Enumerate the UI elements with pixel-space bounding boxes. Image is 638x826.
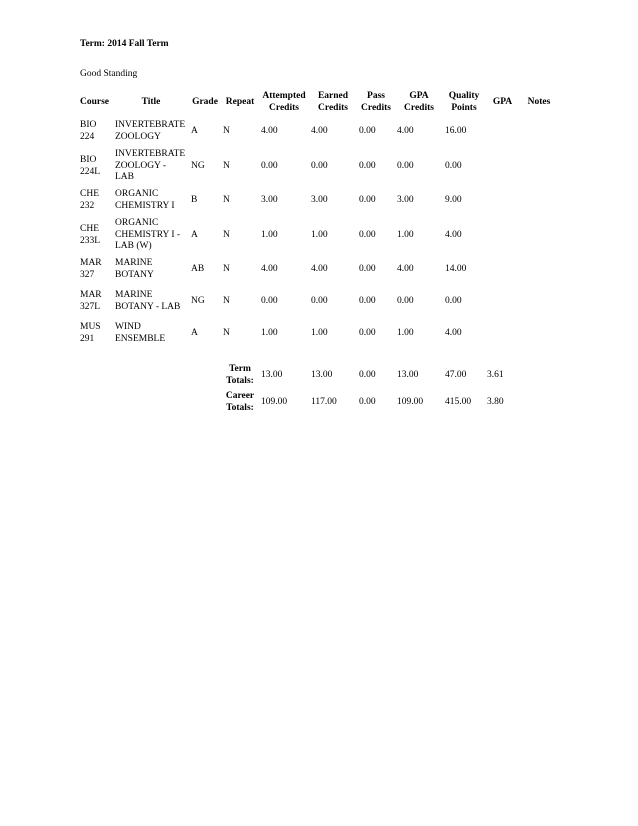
attempted-credits: 0.00: [261, 160, 278, 171]
gpa-credits: 0.00: [397, 296, 414, 307]
pass-credits: 0.00: [359, 195, 376, 206]
header-notes: Notes: [527, 97, 551, 108]
course-grade: A: [191, 328, 198, 339]
empty-cell: [520, 362, 558, 389]
header-line: Credits: [404, 103, 434, 113]
course-title: [113, 286, 189, 318]
attempted-credits: 4.00: [261, 126, 278, 137]
course-repeat: N: [223, 328, 230, 339]
header-repeat: Repeat: [225, 97, 255, 108]
header-line: Earned: [317, 91, 349, 102]
course-subject: BIO: [80, 120, 97, 131]
course-grade: B: [191, 195, 198, 206]
attempted-credits: 1.00: [261, 328, 278, 339]
course-code: [78, 185, 113, 217]
header-pass-credits: [357, 90, 395, 116]
title-line: CHEMISTRY I: [115, 201, 175, 211]
header-line: Pass: [367, 91, 385, 102]
pass-credits: 0.00: [359, 126, 376, 137]
course-grade: NG: [191, 160, 205, 171]
header-line: Credits: [269, 103, 299, 113]
course-number: 291: [80, 334, 95, 344]
course-grade: AB: [191, 264, 205, 275]
career-pass: 0.00: [359, 396, 376, 407]
table-row: [78, 254, 558, 286]
pass-credits: 0.00: [359, 296, 376, 307]
course-subject: BIO: [80, 154, 97, 165]
quality-points: 9.00: [445, 195, 462, 206]
earned-credits: 1.00: [311, 229, 328, 240]
course-title: [113, 185, 189, 217]
table-row: [78, 217, 558, 254]
term-totals-label: [221, 362, 259, 389]
gpa-cell: [485, 254, 520, 286]
course-number: 327L: [80, 302, 101, 312]
course-title: [113, 217, 189, 254]
earned-credits: 0.00: [311, 160, 328, 171]
table-row: [78, 185, 558, 217]
title-line: INVERTEBRATE: [115, 149, 186, 160]
title-line: MARINE: [115, 258, 153, 269]
course-repeat: N: [223, 160, 230, 171]
course-repeat: N: [223, 296, 230, 307]
empty-cell: [78, 389, 113, 416]
pass-credits: 0.00: [359, 328, 376, 339]
spacer-row: [78, 350, 558, 362]
quality-points: 4.00: [445, 328, 462, 339]
label-line: Term: [229, 363, 251, 374]
quality-points: 14.00: [445, 264, 467, 275]
course-grade: NG: [191, 296, 205, 307]
course-number: 232: [80, 201, 95, 211]
title-line: WIND: [115, 322, 141, 333]
term-quality-points: 47.00: [445, 369, 467, 380]
header-quality-points: [443, 90, 485, 116]
notes-cell: [520, 254, 558, 286]
label-line: Career: [225, 390, 255, 401]
title-line: BOTANY - LAB: [115, 302, 181, 312]
empty-cell: [189, 389, 221, 416]
title-line: BOTANY: [115, 270, 154, 280]
term-pass: 0.00: [359, 369, 376, 380]
attempted-credits: 1.00: [261, 229, 278, 240]
earned-credits: 0.00: [311, 296, 328, 307]
course-grades-table: [78, 90, 558, 416]
header-line: Points: [451, 103, 477, 113]
career-attempted: 109.00: [261, 396, 288, 407]
label-line: Totals:: [226, 375, 254, 386]
gpa-credits: 1.00: [397, 229, 414, 240]
header-line: GPA: [409, 91, 429, 102]
title-line: ZOOLOGY -: [115, 160, 167, 171]
title-line: ORGANIC: [115, 218, 159, 229]
career-totals-label: [221, 389, 259, 416]
course-subject: MAR: [80, 258, 102, 269]
gpa-cell: [485, 217, 520, 254]
course-code: [78, 148, 113, 185]
table-row: [78, 116, 558, 148]
earned-credits: 1.00: [311, 328, 328, 339]
quality-points: 16.00: [445, 126, 467, 137]
title-line: ORGANIC: [115, 189, 159, 200]
course-title: [113, 148, 189, 185]
course-title: [113, 318, 189, 350]
career-gpa-credits: 109.00: [397, 396, 424, 407]
title-line: ZOOLOGY: [115, 132, 161, 142]
header-line: Quality: [448, 91, 480, 102]
term-earned: 13.00: [311, 369, 333, 380]
gpa-cell: [485, 185, 520, 217]
course-grade: A: [191, 126, 198, 137]
career-quality-points: 415.00: [445, 396, 472, 407]
gpa-credits: 3.00: [397, 195, 414, 206]
course-code: [78, 254, 113, 286]
course-subject: MUS: [80, 322, 101, 333]
header-line: Credits: [361, 103, 391, 113]
course-code: [78, 286, 113, 318]
course-number: 224: [80, 132, 95, 142]
gpa-credits: 0.00: [397, 160, 414, 171]
gpa-cell: [485, 286, 520, 318]
course-repeat: N: [223, 195, 230, 206]
header-grade: Grade: [192, 97, 218, 108]
header-gpa: GPA: [492, 97, 513, 108]
course-number: 233L: [80, 235, 101, 246]
header-title: Title: [141, 97, 161, 108]
header-course: Course: [80, 97, 110, 108]
gpa-credits: 1.00: [397, 328, 414, 339]
notes-cell: [520, 286, 558, 318]
title-line: ENSEMBLE: [115, 334, 166, 344]
term-totals-row: [78, 362, 558, 389]
notes-cell: [520, 217, 558, 254]
header-gpa-credits: [395, 90, 443, 116]
quality-points: 0.00: [445, 160, 462, 171]
table-row: [78, 318, 558, 350]
course-subject: CHE: [80, 223, 99, 234]
pass-credits: 0.00: [359, 229, 376, 240]
attempted-credits: 0.00: [261, 296, 278, 307]
notes-cell: [520, 318, 558, 350]
course-title: [113, 116, 189, 148]
term-gpa-credits: 13.00: [397, 369, 419, 380]
table-header-row: [78, 90, 558, 116]
course-subject: CHE: [80, 189, 99, 200]
empty-cell: [113, 362, 189, 389]
career-earned: 117.00: [311, 396, 337, 407]
gpa-cell: [485, 148, 520, 185]
earned-credits: 4.00: [311, 126, 328, 137]
table-row: [78, 148, 558, 185]
course-number: 327: [80, 270, 95, 280]
course-repeat: N: [223, 126, 230, 137]
gpa-cell: [485, 318, 520, 350]
quality-points: 4.00: [445, 229, 462, 240]
header-attempted-credits: [259, 90, 309, 116]
label-line: Totals:: [226, 402, 254, 413]
header-line: Attempted: [262, 91, 306, 102]
pass-credits: 0.00: [359, 160, 376, 171]
notes-cell: [520, 116, 558, 148]
gpa-credits: 4.00: [397, 126, 414, 137]
pass-credits: 0.00: [359, 264, 376, 275]
empty-cell: [78, 362, 113, 389]
career-totals-row: [78, 389, 558, 416]
term-attempted: 13.00: [261, 369, 283, 380]
course-code: [78, 318, 113, 350]
course-title: [113, 254, 189, 286]
table-row: [78, 286, 558, 318]
term-heading: Term: 2014 Fall Term: [80, 39, 169, 49]
empty-cell: [520, 389, 558, 416]
title-line: LAB (W): [115, 241, 152, 252]
quality-points: 0.00: [445, 296, 462, 307]
empty-cell: [113, 389, 189, 416]
earned-credits: 4.00: [311, 264, 328, 275]
notes-cell: [520, 148, 558, 185]
earned-credits: 3.00: [311, 195, 328, 206]
attempted-credits: 4.00: [261, 264, 278, 275]
empty-cell: [189, 362, 221, 389]
academic-standing: Good Standing: [80, 69, 138, 79]
course-number: 224L: [80, 166, 101, 177]
header-earned-credits: [309, 90, 357, 116]
title-line: LAB: [115, 172, 134, 183]
career-gpa: 3.80: [487, 396, 504, 407]
title-line: INVERTEBRATE: [115, 120, 186, 131]
title-line: MARINE: [115, 290, 153, 301]
gpa-credits: 4.00: [397, 264, 414, 275]
course-grade: A: [191, 229, 198, 240]
notes-cell: [520, 185, 558, 217]
course-code: [78, 217, 113, 254]
term-gpa: 3.61: [487, 369, 504, 380]
course-repeat: N: [223, 229, 230, 240]
course-code: [78, 116, 113, 148]
header-line: Credits: [318, 103, 348, 113]
attempted-credits: 3.00: [261, 195, 278, 206]
gpa-cell: [485, 116, 520, 148]
course-repeat: N: [223, 264, 230, 275]
course-subject: MAR: [80, 290, 102, 301]
title-line: CHEMISTRY I -: [115, 229, 181, 240]
